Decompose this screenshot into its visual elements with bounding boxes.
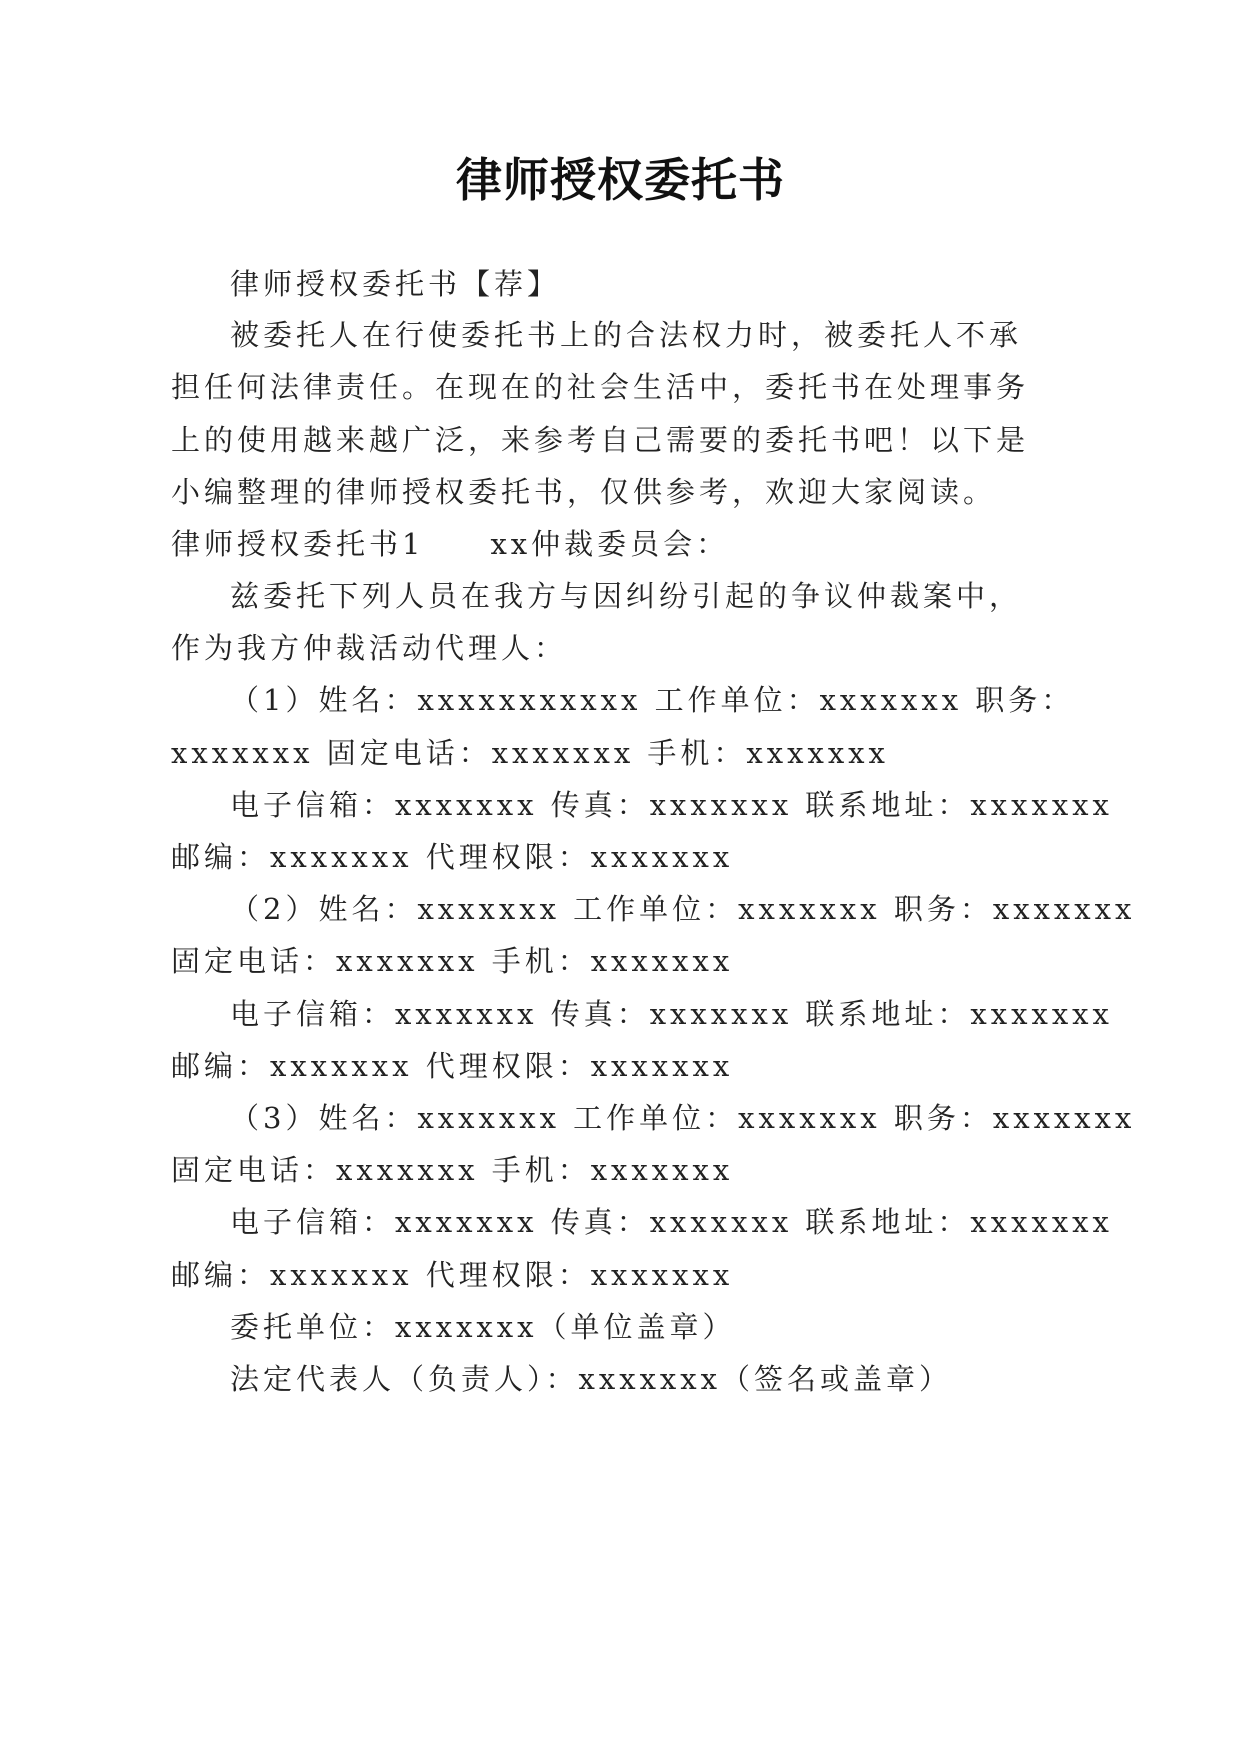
subtitle-line: 律师授权委托书【荐】 [230,267,561,301]
agent-line: xxxxxxx 固定电话：xxxxxxx 手机：xxxxxxx [171,736,889,770]
agent-line: 邮编：xxxxxxx 代理权限：xxxxxxx [171,1049,734,1083]
signature-line: 委托单位：xxxxxxx（单位盖章） [230,1310,736,1344]
agent-line: 电子信箱：xxxxxxx 传真：xxxxxxx 联系地址：xxxxxxx [230,997,1113,1031]
agent-line: 邮编：xxxxxxx 代理权限：xxxxxxx [171,1258,734,1292]
agent-line: 固定电话：xxxxxxx 手机：xxxxxxx [171,1153,734,1187]
body-line: 被委托人在行使委托书上的合法权力时，被委托人不承 [230,318,1023,352]
body-line: 上的使用越来越广泛，来参考自己需要的委托书吧！以下是 [171,423,1030,457]
agent-line: 电子信箱：xxxxxxx 传真：xxxxxxx 联系地址：xxxxxxx [230,1205,1113,1239]
heading-line: 律师授权委托书1 xx仲裁委员会： [171,527,730,561]
agent-line: 固定电话：xxxxxxx 手机：xxxxxxx [171,944,734,978]
agent-line: 电子信箱：xxxxxxx 传真：xxxxxxx 联系地址：xxxxxxx [230,788,1113,822]
agent-line: 邮编：xxxxxxx 代理权限：xxxxxxx [171,840,734,874]
body-line: 担任何法律责任。在现在的社会生活中，委托书在处理事务 [171,370,1030,404]
agent-line: （3）姓名：xxxxxxx 工作单位：xxxxxxx 职务：xxxxxxx [230,1101,1136,1135]
agent-line: （2）姓名：xxxxxxx 工作单位：xxxxxxx 职务：xxxxxxx [230,892,1136,926]
agent-line: （1）姓名：xxxxxxxxxxx 工作单位：xxxxxxx 职务： [230,683,1075,717]
body-line: 小编整理的律师授权委托书，仅供参考，欢迎大家阅读。 [171,475,997,509]
signature-line: 法定代表人（负责人）：xxxxxxx（签名或盖章） [230,1362,952,1396]
body-line: 兹委托下列人员在我方与因纠纷引起的争议仲裁案中， [230,579,1023,613]
document-title: 律师授权委托书 [456,153,785,207]
body-line: 作为我方仲裁活动代理人： [171,631,568,665]
